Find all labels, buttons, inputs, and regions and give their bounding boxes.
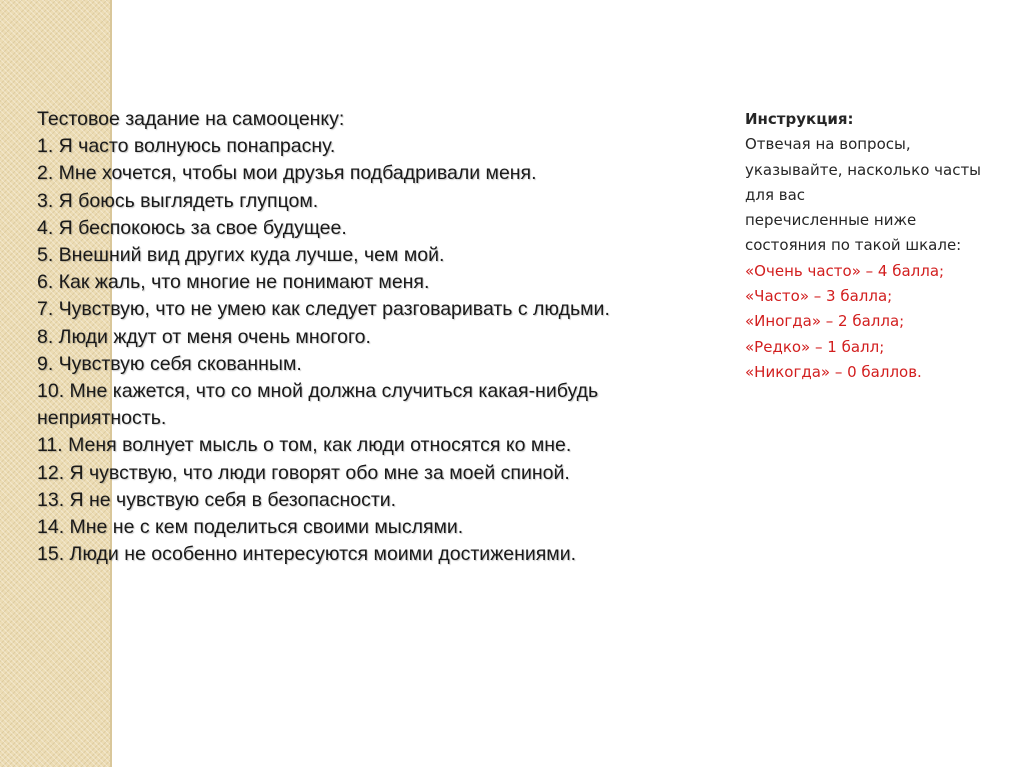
test-item-5: 5. Внешний вид других куда лучше, чем мой. — [37, 244, 445, 267]
test-item-10: 10. Мне кажется, что со мной должна случиться какая-нибудь неприятность. — [37, 380, 599, 430]
test-item-1: 1. Я часто волнуюсь понапрасну. — [37, 135, 336, 158]
instruction-line: для вас — [745, 185, 806, 204]
test-item-15: 15. Люди не особенно интересуются моими достижениями. — [37, 543, 577, 566]
instruction-title: Инструкция: — [745, 110, 854, 128]
test-item-13: 13. Я не чувствую себя в безопасности. — [37, 488, 397, 511]
scale-very-often: «Очень часто» – 4 балла; — [745, 261, 945, 280]
test-item-3: 3. Я боюсь выглядеть глупцом. — [37, 189, 319, 212]
self-esteem-test — [37, 106, 737, 568]
scale-never: «Никогда» – 0 баллов. — [745, 362, 922, 381]
test-item-4: 4. Я беспокоюсь за свое будущее. — [37, 216, 347, 239]
scale-rarely: «Редко» – 1 балл; — [745, 337, 885, 356]
instruction-panel — [745, 107, 985, 385]
instruction-line: Отвечая на вопросы, — [745, 135, 911, 154]
test-item-12: 12. Я чувствую, что люди говорят обо мне за моей спиной. — [37, 461, 570, 484]
test-title: Тестовое задание на самооценку: — [37, 108, 345, 130]
instruction-line: состояния по такой шкале: — [745, 236, 962, 255]
test-item-2: 2. Мне хочется, чтобы мои друзья подбадривали меня. — [37, 162, 537, 185]
test-item-14: 14. Мне не с кем поделиться своими мыслями. — [37, 516, 464, 539]
test-item-6: 6. Как жаль, что многие не понимают меня. — [37, 271, 430, 294]
instruction-line: указывайте, насколько часты — [745, 160, 982, 179]
test-item-7: 7. Чувствую, что не умею как следует разговаривать с людьми. — [37, 298, 610, 321]
scale-often: «Часто» – 3 балла; — [745, 287, 893, 306]
test-item-11: 11. Меня волнует мысль о том, как люди относятся ко мне. — [37, 434, 572, 457]
test-item-8: 8. Люди ждут от меня очень многого. — [37, 325, 371, 348]
scale-sometimes: «Иногда» – 2 балла; — [745, 312, 905, 331]
test-item-9: 9. Чувствую себя скованным. — [37, 352, 302, 375]
instruction-line: перечисленные ниже — [745, 211, 917, 230]
